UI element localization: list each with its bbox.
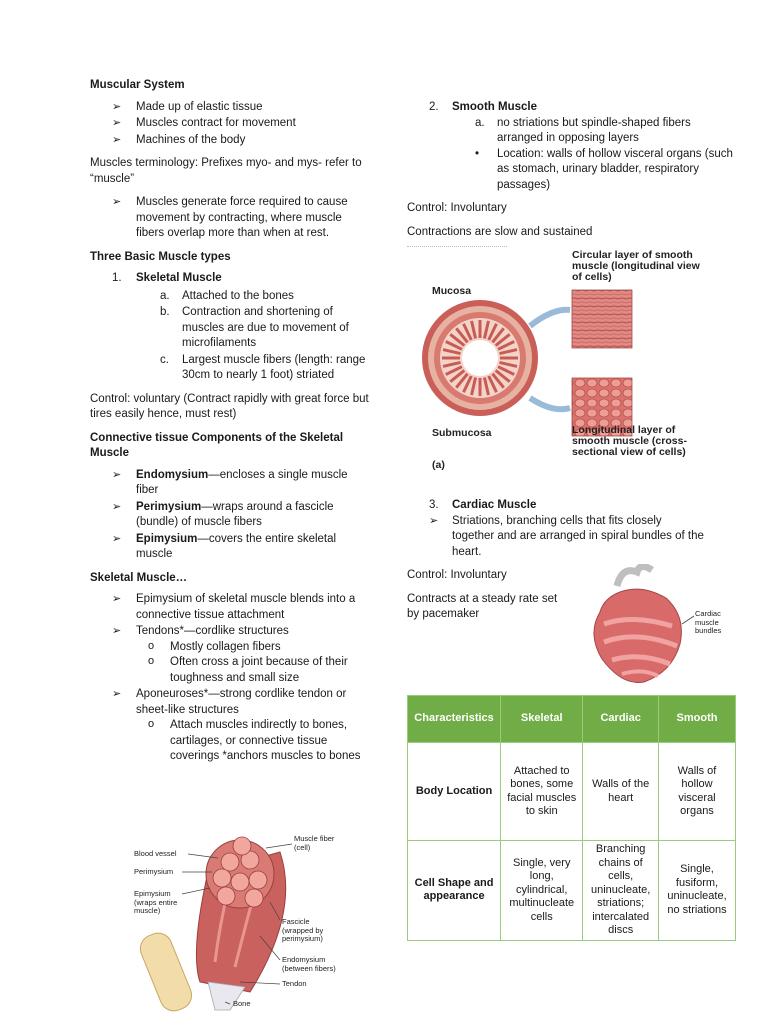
table-cell: Single, very long, cylindrical, multinucleate cells bbox=[501, 841, 583, 941]
table-cell: Cell Shape and appearance bbox=[408, 841, 501, 941]
list-item: ➢ Muscles contract for movement bbox=[136, 116, 372, 132]
item-text: Location: walls of hollow visceral organs (such as stomach, urinary bladder, respiratory passages) bbox=[497, 147, 733, 191]
list-item bbox=[136, 532, 372, 563]
panel-label: (a) bbox=[432, 459, 445, 471]
item-label: a. bbox=[475, 116, 485, 129]
list-item: o Mostly collagen fibers bbox=[170, 640, 372, 656]
fascicle-bundle bbox=[249, 871, 267, 889]
table-cell: Walls of hollow visceral organs bbox=[659, 743, 736, 841]
bone-label: Bone bbox=[233, 999, 251, 1008]
list-item: ➢ Epimysium of skeletal muscle blends into a connective tissue attachment bbox=[136, 592, 372, 623]
connective-list bbox=[90, 468, 372, 563]
cardiac-muscle-title: Cardiac Muscle bbox=[452, 499, 537, 511]
term: Epimysium bbox=[136, 532, 198, 545]
table-cell: Attached to bones, some facial muscles to skin bbox=[501, 743, 583, 841]
list-item bbox=[160, 353, 372, 384]
item-label: b. bbox=[160, 306, 170, 318]
item-number: 2. bbox=[429, 101, 439, 113]
smooth-contractions: Contractions are slow and sustained bbox=[407, 225, 593, 238]
term: Perimysium bbox=[136, 500, 202, 513]
skeletal-sublist bbox=[136, 289, 372, 384]
item-text: Largest muscle fibers (length: range 30cm to nearly 1 foot) striated bbox=[182, 353, 366, 381]
aponeuroses-sublist bbox=[136, 718, 372, 765]
table-cell: Body Location bbox=[408, 743, 501, 841]
table-cell: Walls of the heart bbox=[583, 743, 659, 841]
arrow-bullet: ➢ bbox=[429, 514, 439, 527]
muscle-fiber-label: Muscle fiber (cell) bbox=[294, 834, 335, 852]
circular-layer-label: Circular layer of smooth muscle (longitudinal view of cells) bbox=[572, 249, 700, 283]
attachment-list bbox=[90, 592, 372, 765]
table-row bbox=[408, 743, 736, 841]
blood-vessel-label: Blood vessel bbox=[134, 849, 177, 858]
item-label: a. bbox=[160, 289, 170, 302]
list-item: o Often cross a joint because of their toughness and small size bbox=[170, 655, 372, 686]
item-number: 3. bbox=[429, 499, 439, 511]
cardiac-muscle-heading bbox=[407, 498, 707, 514]
item-text: no striations but spindle-shaped fibers arranged in opposing layers bbox=[497, 116, 691, 144]
table-cell: Single, fusiform, uninucleate, no striations bbox=[659, 841, 736, 941]
table-header-row bbox=[408, 696, 736, 743]
tendon-label: Tendon bbox=[282, 979, 307, 988]
fascicle-bundle bbox=[245, 889, 263, 907]
bullet-dot: • bbox=[475, 147, 480, 160]
list-item bbox=[136, 624, 372, 686]
intro-list bbox=[90, 100, 372, 149]
table-header: Characteristics bbox=[408, 696, 501, 743]
table-header: Cardiac bbox=[583, 696, 659, 743]
cardiac-rate: Contracts at a steady rate set by pacemaker bbox=[407, 592, 558, 620]
item-text: Striations, branching cells that fits closely together and are arranged in spiral bundles of the heart. bbox=[452, 514, 704, 558]
list-item: ➢ Machines of the body bbox=[136, 133, 372, 149]
table-row bbox=[408, 841, 736, 941]
fascicle-bundle bbox=[231, 873, 249, 891]
term-desc: —covers the entire skeletal muscle bbox=[136, 532, 337, 560]
smooth-muscle-heading bbox=[407, 100, 737, 116]
skeletal-control: Control: voluntary (Contract rapidly with great force but tires easily hence, must rest) bbox=[90, 392, 369, 420]
mucosa-label: Mucosa bbox=[432, 285, 472, 297]
skeletal-muscle-figure bbox=[130, 832, 360, 1012]
submucosa-label: Submucosa bbox=[432, 427, 492, 439]
tendon-sublist bbox=[136, 640, 372, 687]
list-item bbox=[160, 289, 372, 305]
smooth-item-b bbox=[407, 147, 737, 194]
list-item: ➢ Made up of elastic tissue bbox=[136, 100, 372, 116]
term-desc: —wraps around a fascicle (bundle) of muscle fibers bbox=[136, 500, 334, 528]
connective-heading: Connective tissue Components of the Skeletal Muscle bbox=[90, 431, 344, 459]
right-column bbox=[407, 100, 737, 248]
left-column bbox=[90, 78, 372, 773]
list-item: o Attach muscles indirectly to bones, cartilages, or connective tissue coverings *anchors muscles to bones bbox=[170, 718, 372, 765]
fascicle-bundle bbox=[221, 853, 239, 871]
fascicle-bundle bbox=[217, 887, 235, 905]
table-header: Smooth bbox=[659, 696, 736, 743]
item-label: c. bbox=[160, 353, 169, 366]
endomysium-label: Endomysium (between fibers) bbox=[282, 955, 336, 973]
cardiac-bundles-label: Cardiac muscle bundles bbox=[695, 609, 722, 635]
longitudinal-layer-label: Longitudinal layer of smooth muscle (cross-sectional view of cells) bbox=[572, 424, 687, 458]
force-list bbox=[90, 195, 372, 242]
characteristics-table bbox=[407, 695, 736, 941]
skeletal-list bbox=[90, 271, 372, 384]
list-item bbox=[160, 305, 372, 352]
table-header: Skeletal bbox=[501, 696, 583, 743]
terminology-text: Muscles terminology: Prefixes myo- and mys- refer to “muscle” bbox=[90, 157, 362, 185]
skeletal-more-heading: Skeletal Muscle… bbox=[90, 571, 188, 584]
term-desc: —encloses a single muscle fiber bbox=[136, 468, 348, 496]
term: Endomysium bbox=[136, 468, 209, 481]
fascicle-label: Fascicle (wrapped by perimysium) bbox=[282, 917, 324, 943]
fascicle-bundle bbox=[213, 869, 231, 887]
list-item bbox=[136, 500, 372, 531]
smooth-item-a bbox=[407, 116, 737, 147]
table-cell: Branching chains of cells, uninucleate, striations; intercalated discs bbox=[583, 841, 659, 941]
fascicle-bundle bbox=[233, 837, 251, 855]
list-item: ➢ Muscles generate force required to cause movement by contracting, where muscle fibers overlap more than when at rest. bbox=[136, 195, 372, 242]
aponeuroses-text: Aponeuroses*—strong cordlike tendon or sheet-like structures bbox=[136, 688, 347, 716]
tendons-text: Tendons*—cordlike structures bbox=[136, 625, 289, 637]
item-text: Attached to the bones bbox=[182, 289, 294, 302]
smooth-control: Control: Involuntary bbox=[407, 202, 507, 214]
smooth-muscle-title: Smooth Muscle bbox=[452, 101, 537, 113]
cardiac-control: Control: Involuntary bbox=[407, 569, 507, 581]
list-item bbox=[136, 687, 372, 765]
list-item bbox=[136, 468, 372, 499]
list-item bbox=[112, 271, 372, 384]
item-text: Contraction and shortening of muscles are due to movement of microfilaments bbox=[182, 306, 349, 349]
page-title: Muscular System bbox=[90, 79, 185, 91]
item-number: 1. bbox=[112, 272, 122, 284]
types-heading: Three Basic Muscle types bbox=[90, 250, 231, 263]
epimysium-label: Epimysium (wraps entire muscle) bbox=[134, 889, 178, 915]
cardiac-bullet bbox=[407, 514, 707, 561]
perimysium-label: Perimysium bbox=[134, 867, 174, 876]
divider bbox=[407, 246, 507, 247]
smooth-muscle-figure bbox=[418, 248, 718, 478]
skeletal-muscle-title: Skeletal Muscle bbox=[136, 272, 222, 284]
heart-figure bbox=[582, 564, 737, 689]
